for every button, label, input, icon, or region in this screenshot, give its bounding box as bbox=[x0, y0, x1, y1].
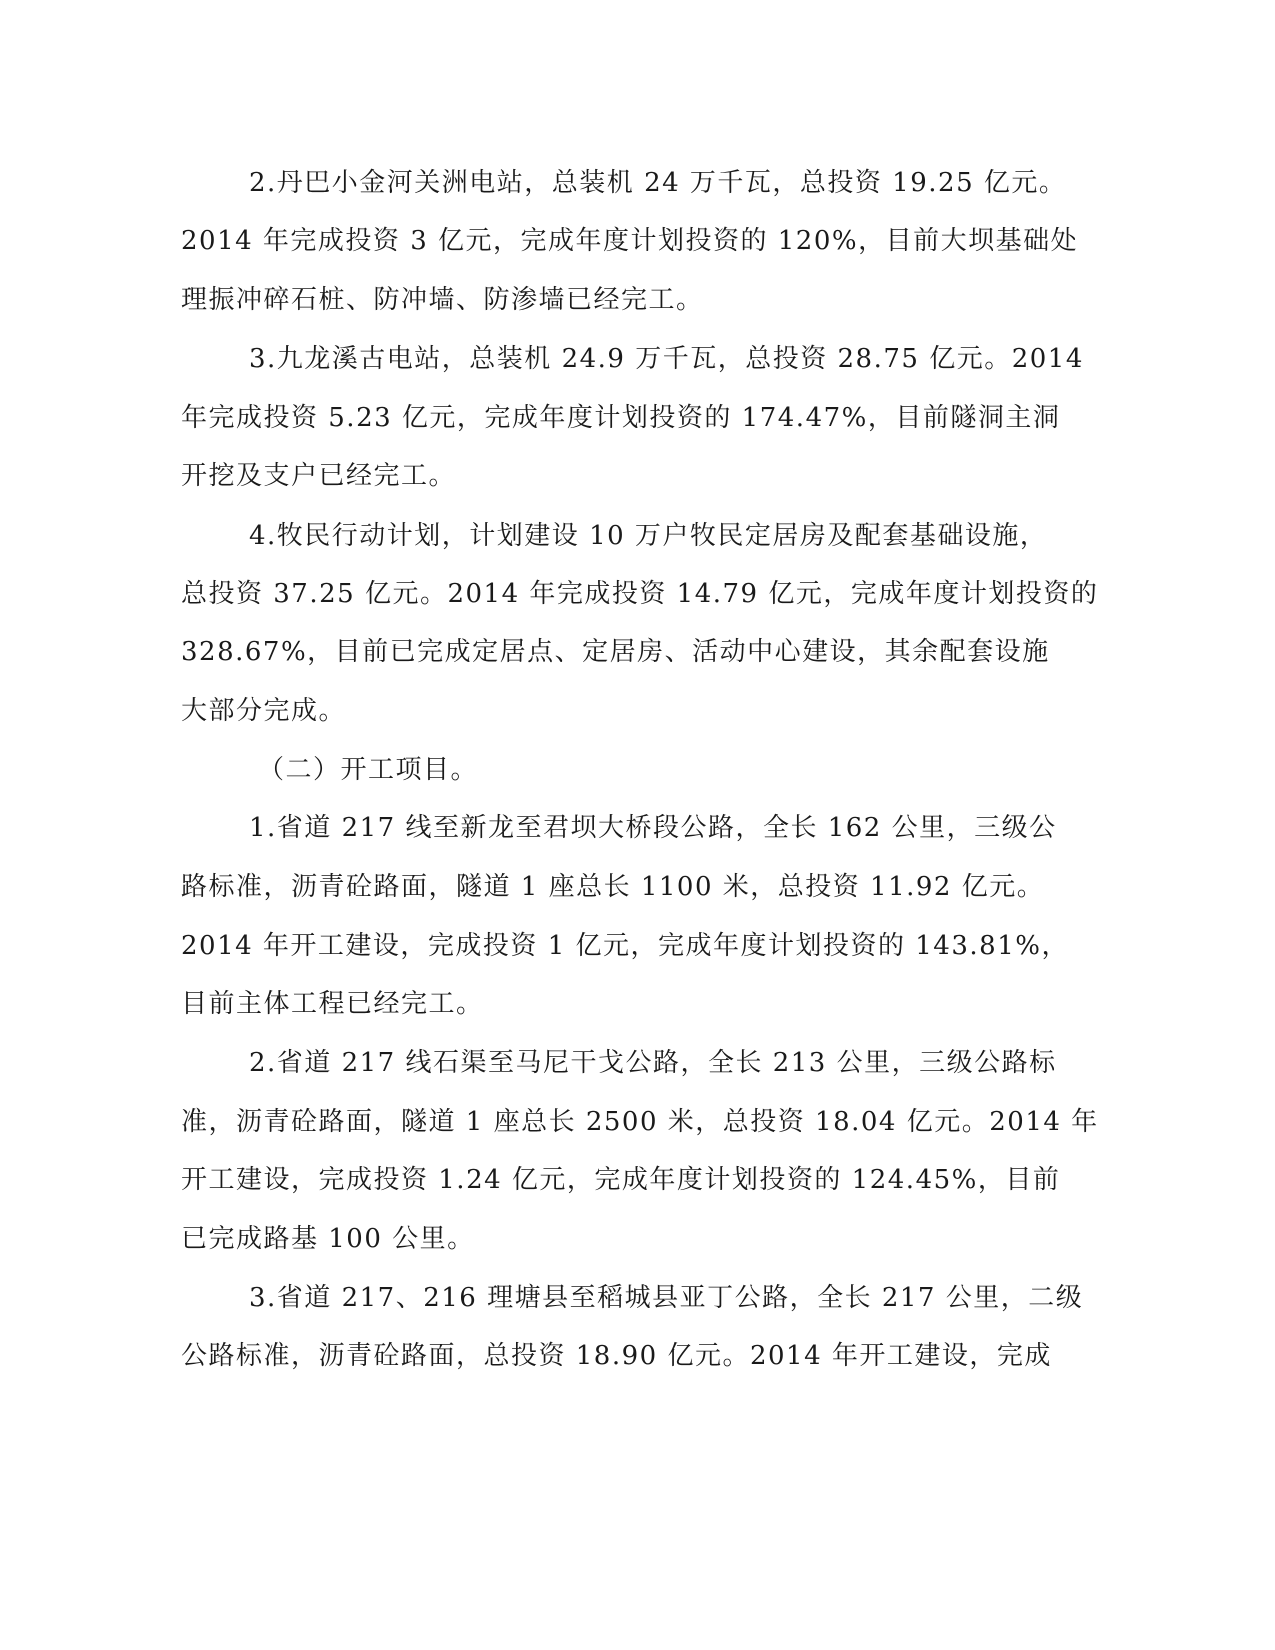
text-line: 开挖及支户已经完工。 bbox=[181, 461, 457, 491]
text-line: 目前主体工程已经完工。 bbox=[181, 989, 484, 1019]
text-line: 4.牧民行动计划，计划建设 10 万户牧民定居房及配套基础设施， bbox=[249, 521, 1048, 551]
text-line: 2.丹巴小金河关洲电站，总装机 24 万千瓦，总投资 19.25 亿元。 bbox=[249, 168, 1067, 198]
text-line: 理振冲碎石桩、防冲墙、防渗墙已经完工。 bbox=[181, 285, 704, 315]
text-line: 已完成路基 100 公里。 bbox=[181, 1224, 475, 1254]
text-line: 3.九龙溪古电站，总装机 24.9 万千瓦，总投资 28.75 亿元。2014 bbox=[249, 344, 1084, 374]
text-line: 开工建设，完成投资 1.24 亿元，完成年度计划投资的 124.45%，目前 bbox=[181, 1165, 1061, 1195]
text-line: 1.省道 217 线至新龙至君坝大桥段公路，全长 162 公里，三级公 bbox=[249, 813, 1057, 843]
section-heading: （二）开工项目。 bbox=[258, 755, 479, 785]
text-line: 总投资 37.25 亿元。2014 年完成投资 14.79 亿元，完成年度计划投资的 bbox=[181, 579, 1099, 609]
text-line: 大部分完成。 bbox=[181, 696, 347, 726]
text-line: 3.省道 217、216 理塘县至稻城县亚丁公路，全长 217 公里，二级 bbox=[249, 1283, 1084, 1313]
text-line: 公路标准，沥青砼路面，总投资 18.90 亿元。2014 年开工建设，完成 bbox=[181, 1341, 1052, 1371]
text-line: 2014 年开工建设，完成投资 1 亿元，完成年度计划投资的 143.81%， bbox=[181, 931, 1069, 961]
text-line: 路标准，沥青砼路面，隧道 1 座总长 1100 米，总投资 11.92 亿元。 bbox=[181, 872, 1045, 902]
text-line: 2014 年完成投资 3 亿元，完成年度计划投资的 120%，目前大坝基础处 bbox=[181, 226, 1079, 256]
text-line: 328.67%，目前已完成定居点、定居房、活动中心建设，其余配套设施 bbox=[181, 637, 1050, 667]
text-line: 准，沥青砼路面，隧道 1 座总长 2500 米，总投资 18.04 亿元。2014 年 bbox=[181, 1107, 1099, 1137]
text-line: 2.省道 217 线石渠至马尼干戈公路，全长 213 公里，三级公路标 bbox=[249, 1048, 1057, 1078]
text-line: 年完成投资 5.23 亿元，完成年度计划投资的 174.47%，目前隧洞主洞 bbox=[181, 403, 1061, 433]
